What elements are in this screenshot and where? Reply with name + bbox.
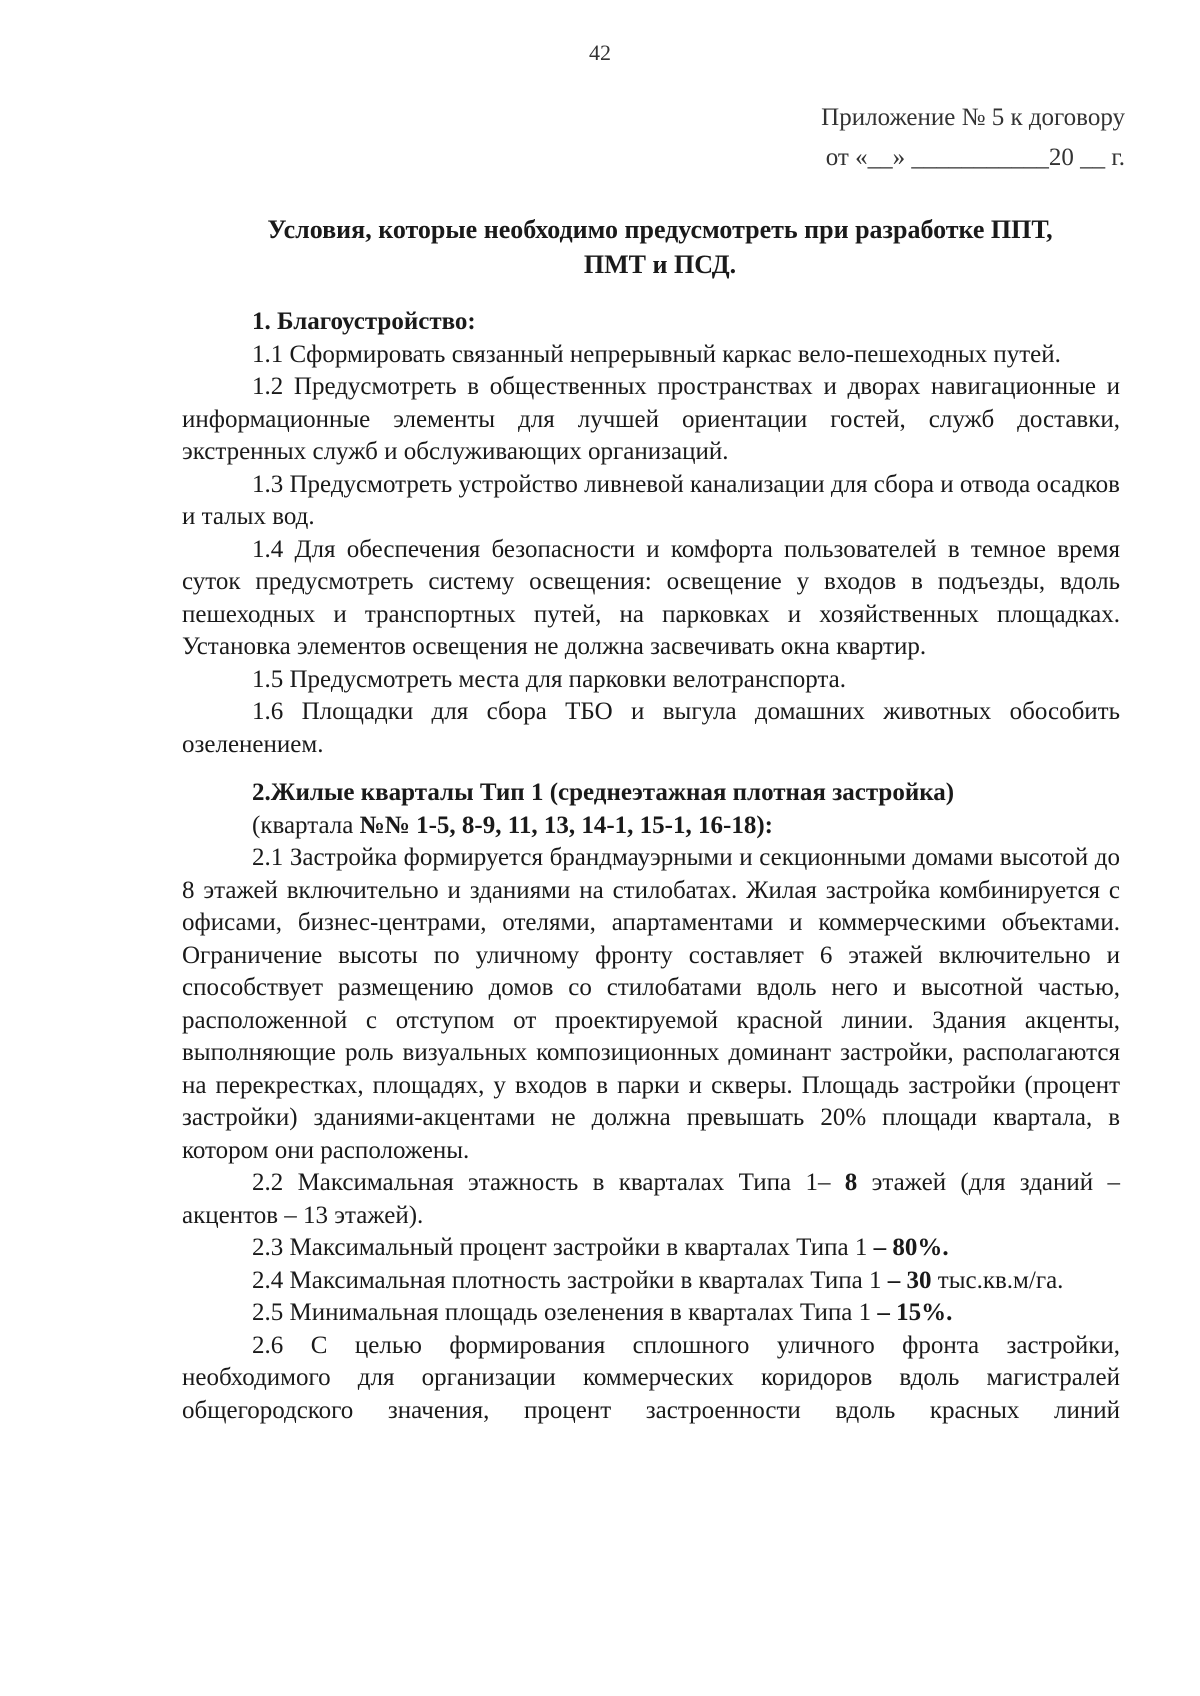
- document-body: [182, 306, 1120, 1427]
- p24-text-b: тыс.кв.м/га.: [931, 1266, 1064, 1294]
- paragraph-2-3: [182, 1232, 1120, 1265]
- appendix-line-1: Приложение № 5 к договору: [821, 104, 1125, 131]
- section-1-heading: 1. Благоустройство:: [252, 308, 476, 335]
- document-title: [200, 212, 1120, 282]
- paragraph-1-2: 1.2 Предусмотреть в общественных пространствах и дворах навигационные и информационные элементы для лучшей ориентации гостей, служб доставки, экстренных служб и обслуживающих организаций.: [182, 373, 1120, 465]
- page-number: 42: [589, 40, 611, 65]
- section-2-heading: 2.Жилые кварталы Тип 1 (среднеэтажная плотная застройка): [252, 779, 955, 806]
- subheading-prefix: (квартала: [252, 811, 360, 839]
- paragraph-1-4: 1.4 Для обеспечения безопасности и комфорта пользователей в темное время суток предусмотреть систему освещения: освещение у входов в подъезды, вдоль пешеходных и транспортных путей, на парковках и хозяйственных площадках. Установка элементов освещения не должна засвечивать окна квартир.: [182, 535, 1120, 660]
- p24-text-a: 2.4 Максимальная плотность застройки в кварталах Типа 1: [252, 1266, 888, 1294]
- paragraph-2-5: [182, 1297, 1120, 1330]
- paragraph-1-1: 1.1 Сформировать связанный непрерывный каркас вело-пешеходных путей.: [252, 340, 1061, 368]
- p23-bold: – 80%.: [873, 1234, 949, 1261]
- p25-text-a: 2.5 Минимальная площадь озеленения в кварталах Типа 1: [252, 1299, 878, 1326]
- appendix-reference: [705, 98, 1125, 178]
- p22-text-a: 2.2 Максимальная этажность в кварталах Типа 1–: [252, 1169, 845, 1196]
- paragraph-1-5: 1.5 Предусмотреть места для парковки велотранспорта.: [252, 665, 846, 693]
- paragraph-2-4: [182, 1265, 1120, 1298]
- paragraph-2-1: 2.1 Застройка формируется брандмауэрными и секционными домами высотой до 8 этажей включительно и зданиями на стилобатах. Жилая застройка комбинируется с офисами, бизнес-центрами, отелями, апартаментами и коммерческими объектами. Ограничение высоты по уличному фронту составляет 6 этажей включительно и способствует размещению домов со стилобатами вдоль него и высотной частью, расположенной с отступом от проектируемой красной линии. Здания акценты, выполняющие роль визуальных композиционных доминант застройки, располагаются на перекрестках, площадях, у входов в парки и скверы. Площадь застройки (процент застройки) зданиями-акцентами не должна превышать 20% площади квартала, в котором они расположены.: [182, 844, 1120, 1164]
- p22-text-b: этажей (для зданий –акцентов – 13 этажей).: [182, 1169, 1120, 1229]
- p23-text-a: 2.3 Максимальный процент застройки в кварталах Типа 1: [252, 1234, 874, 1261]
- appendix-line-2: от «__» ___________20 __ г.: [825, 144, 1125, 171]
- p22-bold: 8: [844, 1169, 858, 1196]
- paragraph-1-6: 1.6 Площадки для сбора ТБО и выгула домашних животных обособить озеленением.: [182, 698, 1120, 758]
- p25-bold: – 15%.: [877, 1299, 953, 1326]
- subheading-quarters: №№ 1-5, 8-9, 11, 13, 14-1, 15-1, 16-18):: [359, 811, 773, 839]
- p24-bold: – 30: [887, 1266, 932, 1294]
- paragraph-1-3: 1.3 Предусмотреть устройство ливневой канализации для сбора и отвода осадков и талых вод.: [182, 470, 1120, 530]
- paragraph-2-6: 2.6 С целью формирования сплошного уличного фронта застройки, необходимого для организации коммерческих коридоров вдоль магистралей общегородского значения, процент застроенности вдоль красных линий: [182, 1331, 1120, 1424]
- title-line-2: ПМТ и ПСД.: [583, 250, 737, 279]
- paragraph-2-2: [182, 1167, 1120, 1232]
- section-2-subheading: [182, 810, 1120, 843]
- title-line-1: Условия, которые необходимо предусмотреть при разработке ППТ,: [267, 215, 1053, 244]
